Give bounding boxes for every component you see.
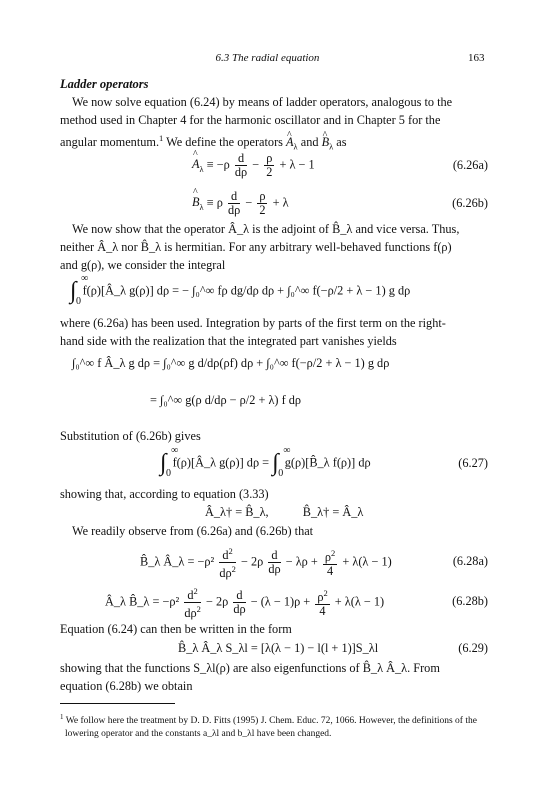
text-span: as [333,135,347,150]
equation-number: (6.26b) [452,196,488,210]
paragraph-line: showing that the functions S_λl(ρ) are also eigenfunctions of B̂_λ Â_λ. From [60,661,440,675]
operator-b-symbol: ^ B [322,135,330,149]
equation-6-26a: ^ $A_\lambda \equiv -\rho$ $\frac{d}{d\rho}$ − $\frac{\rho}{2}$ + λ − 1 [192,152,315,179]
paragraph-line: where (6.26a) has been used. Integration by parts of the first term on the right- [60,316,446,330]
integral-sign: ∫ ∞ 0 [70,273,89,307]
footnote-line: We follow here the treatment by D. D. Fitts (1995) J. Chem. Educ. 72, 1066. However, the definitions of the [65,716,477,727]
paragraph-line: hand side with the realization that the integrated part vanishes yields [60,334,397,348]
text-span: and [297,135,322,150]
equation-6-29: B̂_λ Â_λ S_λl = [λ(λ − 1) − l(l + 1)]S_λl [178,641,379,655]
footnote-marker: 1 [159,133,164,143]
equation-6-26b: ^ $B_\lambda \equiv \rho$ $\frac{d}{d\rho}$ − $\frac{\rho}{2}$ + λ [192,190,289,217]
adjoint-relation: Â_λ† = B̂_λ, B̂_λ† = Â_λ [205,505,364,519]
integral-equation-1: ∫ ∞ 0 f(ρ)[Â_λ g(ρ)] dρ = − ∫₀^∞ fρ dg/dρ dρ + ∫₀^∞ f(−ρ/2 + λ − 1) g dρ [70,273,411,307]
paragraph-line: showing that, according to equation (3.33) [60,487,269,501]
paragraph-line: We now show that the operator Â_λ is the adjoint of B̂_λ and vice versa. Thus, [72,222,460,236]
integral-equation-3: = ∫₀^∞ g(ρ d/dρ − ρ/2 + λ) f dρ [150,393,302,407]
paragraph-line: neither Â_λ nor B̂_λ is hermitian. For any arbitrary well-behaved functions f(ρ) [60,240,452,254]
integral-equation-2: ∫₀^∞ f Â_λ g dρ = ∫₀^∞ g d/dρ(ρf) dρ + ∫₀^∞ f(−ρ/2 + λ − 1) g dρ [72,356,390,370]
paragraph-line: We readily observe from (6.26a) and (6.26b) that [72,524,314,538]
equation-number: (6.27) [458,456,488,470]
equation-number: (6.28a) [452,554,488,568]
paragraph-line: equation (6.28b) we obtain [60,679,193,693]
text-span: angular momentum. [60,135,160,150]
paragraph-line: method used in Chapter 4 for the harmonic oscillator and in Chapter 5 for the [60,113,441,127]
integral-sign: ∫ ∞ 0 [160,445,179,479]
footnote [60,711,490,741]
equation-number: (6.28b) [452,594,488,608]
paragraph-line: and g(ρ), we consider the integral [60,258,226,272]
text-span: We define the operators [163,135,287,150]
footnote-line: lowering operator and the constants a_λl and b_λl have been changed. [65,729,332,740]
section-title: Ladder operators [60,77,149,91]
paragraph-line: We now solve equation (6.24) by means of ladder operators, analogous to the [72,95,453,109]
equation-number: (6.29) [458,641,488,655]
paragraph-line: Equation (6.24) can then be written in the form [60,622,292,636]
equation-6-27: ∫ ∞ 0 f(ρ)[Â_λ g(ρ)] dρ = ∫ ∞ 0 g(ρ)[B̂_λ f(ρ)] dρ [160,445,371,479]
equation-6-28b: Â_λ B̂_λ = −ρ² $\frac{d^2}{d\rho^2}$ − 2ρ $\frac{d}{d\rho}$ − (λ − 1)ρ + $\frac{\rho^2}{4}$ + λ(λ − 1) [105,586,385,621]
paragraph-line: angular momentum.$^1$ We define the operators ^ $A_\lambda$ and ^ $B_\lambda$ as [60,129,486,156]
integral-sign: ∫ ∞ 0 [272,445,291,479]
equation-6-28a: B̂_λ Â_λ = −ρ² $\frac{d^2}{d\rho^2}$ − 2ρ $\frac{d}{d\rho}$ − λρ + $\frac{\rho^2}{4}$ + λ(λ − 1) [140,546,392,581]
equation-number: (6.26a) [452,158,488,172]
page-number: 163 [468,52,485,64]
paragraph-line: Substitution of (6.26b) gives [60,429,201,443]
operator-a-symbol: ^ A [286,135,294,149]
footnote-rule [60,703,175,704]
running-header: 6.3 The radial equation [215,52,320,64]
footnote-marker: 1 [60,713,64,721]
